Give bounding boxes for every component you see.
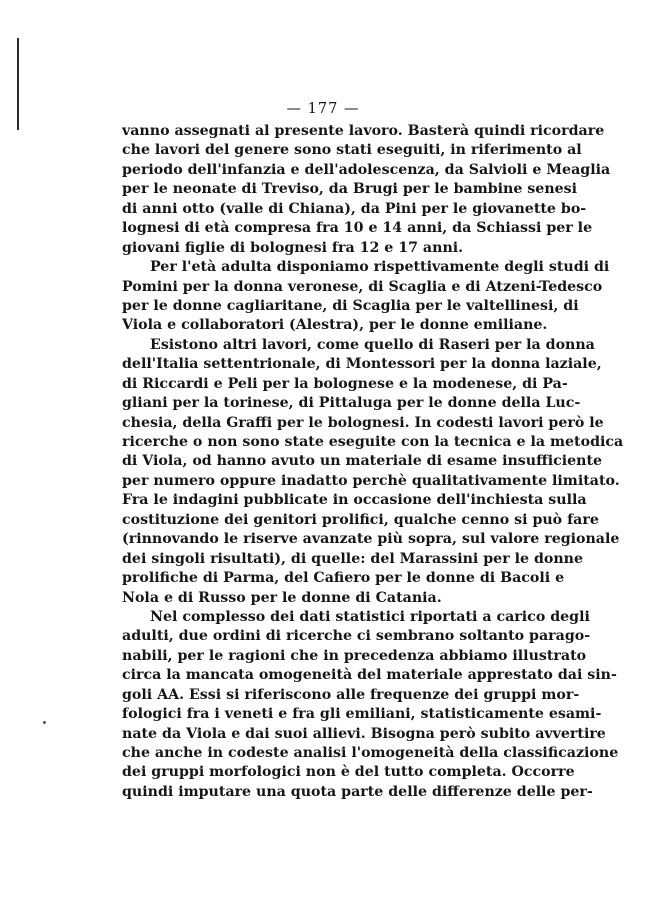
text-line: di anni otto (valle di Chiana), da Pini per le giovanette bo- — [122, 200, 587, 217]
text-line: lognesi di età compresa fra 10 e 14 anni, da Schiassi per le — [122, 220, 593, 237]
text-line: di Viola, od hanno avuto un materiale di esame insufficiente — [122, 453, 603, 470]
text-line: Nel complesso dei dati statistici riportati a carico degli — [150, 608, 590, 625]
text-line: Per l'età adulta disponiamo rispettivamente degli studi di — [150, 259, 610, 276]
text-line: prolifiche di Parma, del Cafiero per le donne di Bacoli e — [122, 570, 565, 587]
text-line: quindi imputare una quota parte delle differenze delle per- — [122, 783, 593, 800]
text-line: di Riccardi e Peli per la bolognese e la modenese, di Pa- — [122, 375, 568, 392]
text-line: ricerche o non sono state eseguite con la tecnica e la metodica — [122, 434, 624, 450]
text-line: nate da Viola e dai suoi allievi. Bisogna però subito avvertire — [122, 725, 606, 742]
text-line: nabili, per le ragioni che in precedenza abbiamo illustrato — [122, 647, 587, 664]
paper-speck — [43, 721, 46, 724]
text-line: vanno assegnati al presente lavoro. Basterà quindi ricordare — [122, 123, 605, 139]
page-number: — 177 — — [286, 101, 360, 117]
text-line: Fra le indagini pubblicate in occasione dell'inchiesta sulla — [122, 492, 587, 509]
body-text — [122, 122, 624, 802]
text-line: per le neonate di Treviso, da Brugi per le bambine senesi — [122, 181, 578, 198]
text-line: dei singoli risultati), di quelle: del Marassini per le donne — [122, 550, 584, 567]
text-line: gliani per la torinese, di Pittaluga per le donne della Luc- — [122, 395, 581, 412]
text-line: circa la mancata omogeneità del materiale apprestato dai sin- — [122, 667, 617, 684]
text-line: (rinnovando le riserve avanzate più sopra, sul valore regionale — [122, 531, 620, 548]
text-line: Viola e collaboratori (Alestra), per le donne emiliane. — [122, 317, 548, 334]
text-line: che anche in codeste analisi l'omogeneità della classificazione — [122, 745, 619, 761]
text-line: Esistono altri lavori, come quello di Raseri per la donna — [150, 336, 595, 353]
text-line: costituzione dei genitori prolifici, qualche cenno si può fare — [122, 511, 599, 528]
text-line: goli AA. Essi si riferiscono alle frequenze dei gruppi mor- — [122, 686, 580, 703]
text-line: giovani figlie di bolognesi fra 12 e 17 anni. — [122, 239, 464, 256]
text-line: periodo dell'infanzia e dell'adolescenza, da Salvioli e Meaglia — [122, 161, 611, 178]
text-line: dei gruppi morfologici non è del tutto completa. Occorre — [122, 764, 575, 781]
text-line: dell'Italia settentrionale, di Montessori per la donna laziale, — [122, 356, 602, 373]
text-line: Pomini per la donna veronese, di Scaglia e di Atzeni-Tedesco — [122, 278, 603, 295]
text-line: Nola e di Russo per le donne di Catania. — [122, 589, 442, 606]
text-line: che lavori del genere sono stati eseguiti, in riferimento al — [122, 142, 582, 159]
text-line: adulti, due ordini di ricerche ci sembrano soltanto parago- — [122, 628, 591, 645]
text-line: per numero oppure inadatto perchè qualitativamente limitato. — [122, 472, 620, 489]
text-line: fologici fra i veneti e fra gli emiliani, statisticamente esami- — [122, 706, 602, 723]
text-line: chesia, della Graffi per le bolognesi. In codesti lavori però le — [122, 414, 604, 431]
text-line: per le donne cagliaritane, di Scaglia per le valtellinesi, di — [122, 297, 579, 314]
